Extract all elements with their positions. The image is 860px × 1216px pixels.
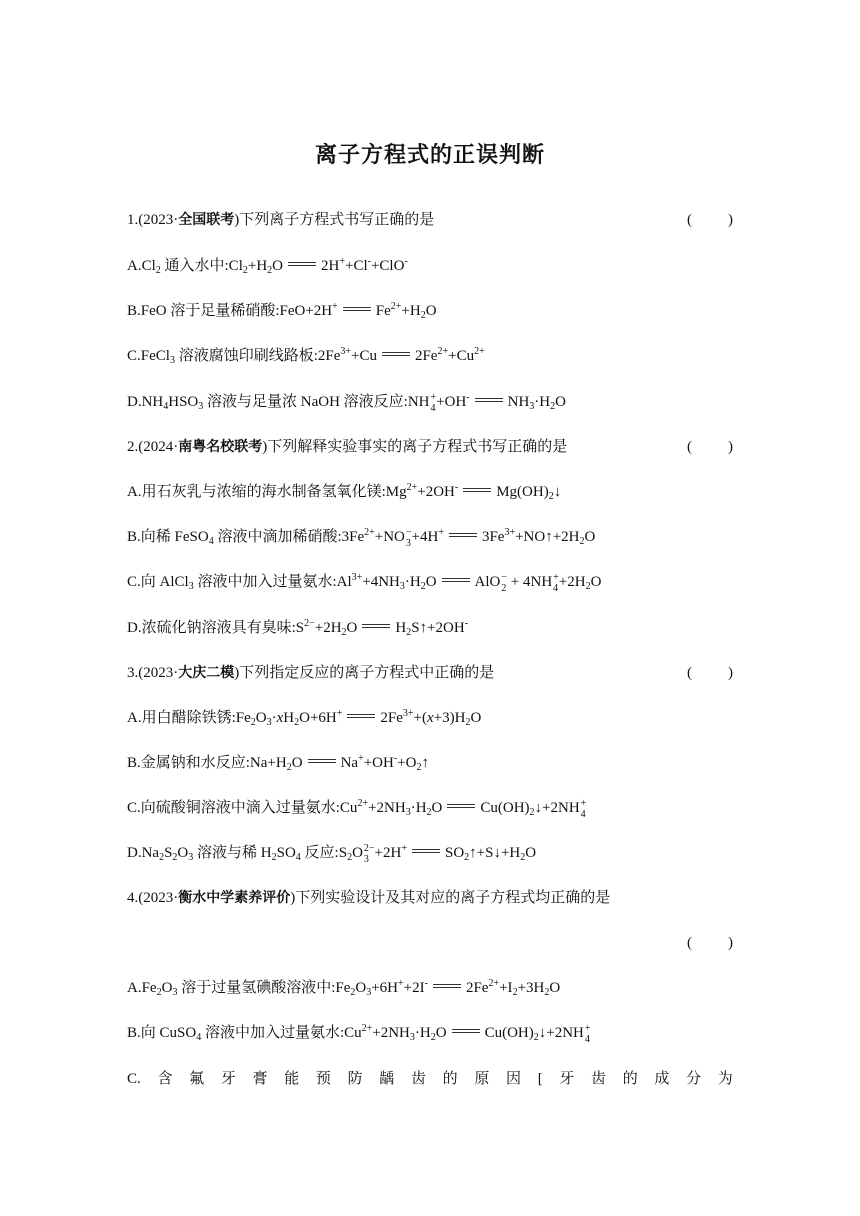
question-3-stem: 3.(2023·大庆二模)下列指定反应的离子方程式中正确的是 ( ): [127, 662, 733, 684]
q3-option-c: C.向硫酸铜溶液中滴入过量氨水$:Cu^{2+}+2NH_3\cdot H_2O$ $Cu(OH)_2↓+2NH$ + 4: [127, 797, 587, 820]
answer-bracket: ( ): [687, 935, 733, 951]
q1-option-a: $A.Cl_2$ 通入水中$:Cl_2+H_2O$ 2H++Cl-+ClO-: [127, 256, 408, 276]
equals-sign: [446, 533, 480, 543]
q1-option-d: $D.NH_4HSO_3$ 溶液与足量浓 NaOH 溶液反应:NH + 4 +OH- $NH_3\cdot H_2O$: [127, 391, 566, 414]
equals-sign: [409, 849, 443, 859]
equals-sign: [344, 714, 378, 724]
q3-option-a: A.用白醋除铁锈$:Fe_2O_3\cdot xH_2O+6H^+$ $2Fe^{3+}+(x+3)H_2O$: [127, 708, 482, 728]
answer-bracket: ( ): [687, 212, 733, 228]
equals-sign: [439, 578, 473, 588]
equals-sign: [285, 262, 319, 272]
question-1-stem: 1.(2023·全国联考)下列离子方程式书写正确的是 ( ): [127, 209, 733, 231]
q2-option-d: D.浓硫化钠溶液具有臭味$:S^{2-}+2H_2O$ $H_2S↑+2OH^-$: [127, 618, 469, 638]
q4-option-a: $A.Fe_2O_3$ 溶于过量氢碘酸溶液中$:Fe_2O_3+6H^++2I^-$ $2Fe^{2+}+I_2+3H_2O$: [127, 978, 561, 998]
equals-sign: [305, 759, 339, 769]
q3-option-d: $D.Na_2S_2O_3$ 溶液与稀 $H_2SO_4$ 反应$:S_2O$ 2− 3 +2H+ $SO_2↑+S↓+H_2O$: [127, 842, 537, 865]
equals-sign: [430, 984, 464, 994]
q1-option-b: B.FeO 溶于足量稀硝酸:FeO+2H+ $Fe^{2+}+H_2O$: [127, 301, 437, 321]
q4-option-c: C. 含 氟 牙 膏 能 预 防 龋 齿 的 原 因 [ 牙 齿 的 成 分 为: [127, 1071, 733, 1087]
equals-sign: [359, 624, 393, 634]
equals-sign: [472, 398, 506, 408]
equals-sign: [460, 488, 494, 498]
q4-option-b: B.向 CuSO$_4$ 溶液中加入过量氨水$:Cu^{2+}+2NH_3\cdot H_2O$ $Cu(OH)_2↓+2NH$ + 4: [127, 1022, 591, 1045]
equals-sign: [340, 307, 374, 317]
q1-option-c: C.FeCl$_3$ 溶液腐蚀印刷线路板$:2Fe^{3+}+Cu$ $2Fe^{2+}+Cu^{2+}$: [127, 346, 485, 366]
question-2-stem: 2.(2024·南粤名校联考)下列解释实验事实的离子方程式书写正确的是 ( ): [127, 436, 733, 458]
equals-sign: [449, 1029, 483, 1039]
page-title: 离子方程式的正误判断: [314, 143, 545, 168]
question-4-stem: 4.(2023·衡水中学素养评价)下列实验设计及其对应的离子方程式均正确的是: [127, 890, 611, 906]
equals-sign: [379, 352, 413, 362]
q2-option-a: A.用石灰乳与浓缩的海水制备氢氧化镁$:Mg^{2+}+2OH^-$ $Mg(OH)_2↓$: [127, 482, 562, 502]
answer-bracket: ( ): [687, 665, 733, 681]
q2-option-c: C.向 AlCl$_3$ 溶液中加入过量氨水$:Al^{3+}+4NH_3\cdot H_2O$ AlO − 2 + 4NH + 4 $+2H_2O$: [127, 571, 602, 594]
equals-sign: [444, 804, 478, 814]
answer-bracket: ( ): [687, 439, 733, 455]
q3-option-b: B.金属钠和水反应$:Na+H_2O$ $Na^++OH^-+O_2↑$: [127, 753, 429, 773]
q2-option-b: B.向稀 FeSO$_4$ 溶液中滴加稀硝酸$:3Fe^{2+}+NO$ − 3 +4H+ $3Fe^{3+}+NO↑+2H_2O$: [127, 526, 596, 549]
